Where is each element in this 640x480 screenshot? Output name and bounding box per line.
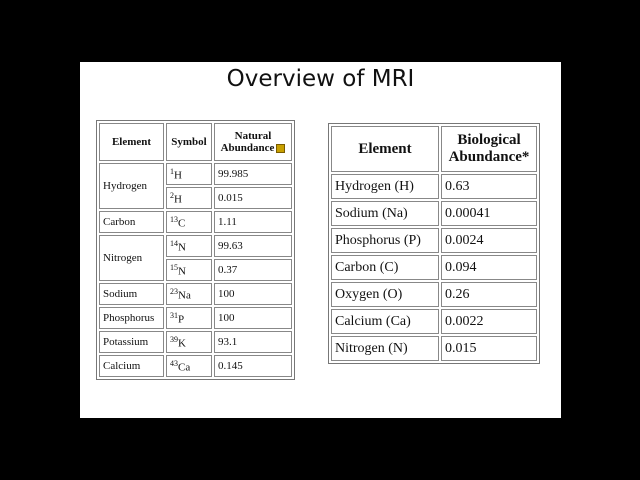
element-cell: Sodium [99, 283, 164, 305]
abundance-cell: 100 [214, 307, 292, 329]
symbol: N [178, 241, 186, 254]
symbol: K [178, 337, 186, 350]
abundance-cell: 0.0024 [441, 228, 537, 253]
info-icon[interactable] [276, 144, 285, 153]
abundance-cell: 0.00041 [441, 201, 537, 226]
abundance-cell: 0.015 [214, 187, 292, 209]
element-cell: Carbon (C) [331, 255, 439, 280]
symbol: C [178, 217, 186, 230]
symbol-cell [166, 163, 212, 185]
header-natural-abundance-label: Natural Abundance [220, 130, 275, 154]
mass-number: 13 [170, 214, 178, 224]
table-row [99, 355, 292, 377]
element-cell: Nitrogen (N) [331, 336, 439, 361]
header-symbol: Symbol [166, 123, 212, 161]
symbol-cell [166, 283, 212, 305]
abundance-cell: 99.985 [214, 163, 292, 185]
abundance-cell: 93.1 [214, 331, 292, 353]
abundance-cell: 0.37 [214, 259, 292, 281]
table-row [99, 211, 292, 233]
mass-number: 1 [170, 166, 174, 176]
header-biological-abundance: Biological Abundance* [441, 126, 537, 172]
element-cell: Carbon [99, 211, 164, 233]
symbol: H [174, 169, 182, 182]
mass-number: 14 [170, 238, 178, 248]
mass-number: 43 [170, 358, 178, 368]
element-cell: Hydrogen (H) [331, 174, 439, 199]
slide-title: Overview of MRI [226, 66, 415, 92]
table-row [331, 336, 537, 361]
table-header-row [331, 126, 537, 172]
symbol: P [178, 313, 185, 326]
symbol: H [174, 193, 182, 206]
header-natural-abundance [214, 123, 292, 161]
table-row [331, 174, 537, 199]
element-cell: Calcium (Ca) [331, 309, 439, 334]
symbol: Ca [178, 361, 191, 374]
symbol-cell [166, 187, 212, 209]
table-row [99, 331, 292, 353]
mass-number: 2 [170, 190, 174, 200]
symbol-cell [166, 355, 212, 377]
abundance-cell: 0.0022 [441, 309, 537, 334]
symbol-cell [166, 307, 212, 329]
abundance-cell: 100 [214, 283, 292, 305]
table-row [331, 309, 537, 334]
element-cell: Phosphorus (P) [331, 228, 439, 253]
abundance-cell: 0.094 [441, 255, 537, 280]
mass-number: 15 [170, 262, 178, 272]
table-header-row [99, 123, 292, 161]
element-cell: Hydrogen [99, 163, 164, 209]
symbol: N [178, 265, 186, 278]
symbol-cell [166, 235, 212, 257]
abundance-cell: 0.145 [214, 355, 292, 377]
table-row [331, 228, 537, 253]
element-cell: Calcium [99, 355, 164, 377]
element-cell: Sodium (Na) [331, 201, 439, 226]
slide [80, 62, 561, 418]
element-cell: Oxygen (O) [331, 282, 439, 307]
mass-number: 31 [170, 310, 178, 320]
table-row [331, 201, 537, 226]
symbol-cell [166, 211, 212, 233]
natural-abundance-table [96, 120, 295, 380]
mass-number: 39 [170, 334, 178, 344]
table-row [99, 235, 292, 257]
table-row [331, 282, 537, 307]
header-element: Element [331, 126, 439, 172]
table-row [99, 163, 292, 185]
element-cell: Phosphorus [99, 307, 164, 329]
abundance-cell: 99.63 [214, 235, 292, 257]
table-row [331, 255, 537, 280]
biological-abundance-table [328, 123, 540, 364]
element-cell: Potassium [99, 331, 164, 353]
symbol: Na [178, 289, 191, 302]
table-row [99, 307, 292, 329]
element-cell: Nitrogen [99, 235, 164, 281]
abundance-cell: 0.015 [441, 336, 537, 361]
symbol-cell [166, 331, 212, 353]
header-element: Element [99, 123, 164, 161]
abundance-cell: 0.63 [441, 174, 537, 199]
abundance-cell: 0.26 [441, 282, 537, 307]
symbol-cell [166, 259, 212, 281]
table-row [99, 283, 292, 305]
abundance-cell: 1.11 [214, 211, 292, 233]
mass-number: 23 [170, 286, 178, 296]
